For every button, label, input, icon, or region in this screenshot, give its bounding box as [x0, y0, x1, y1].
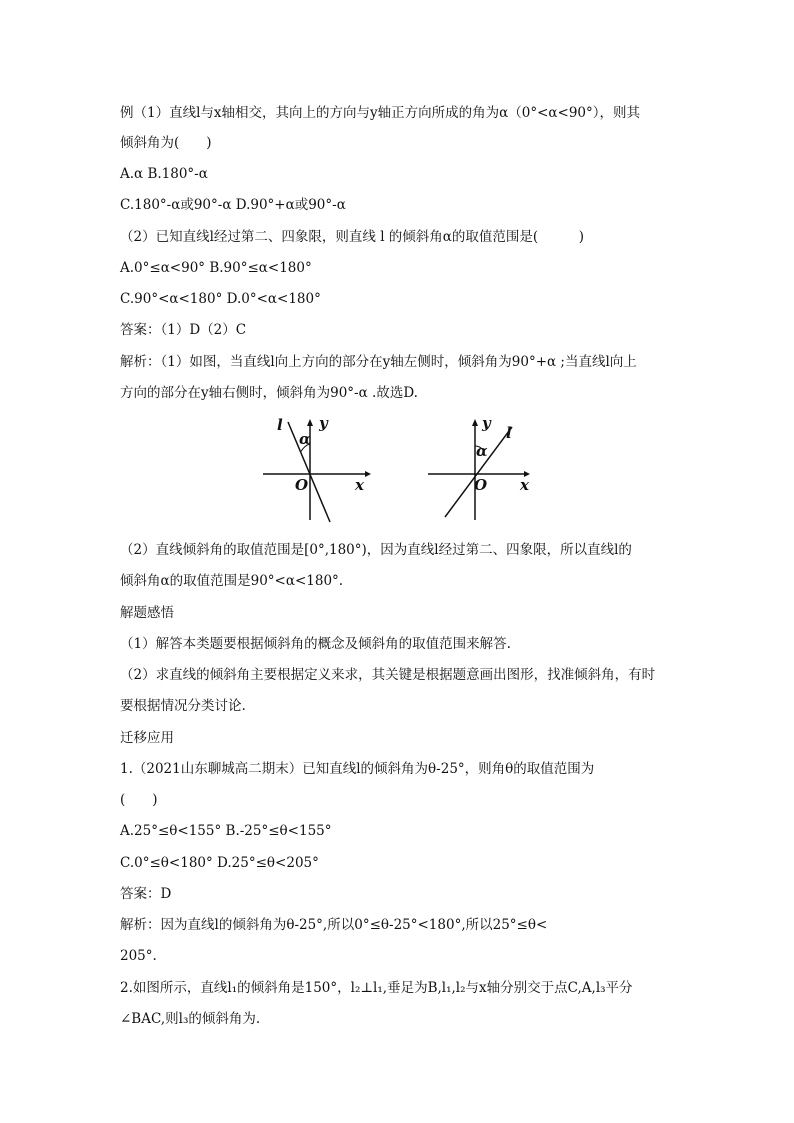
line-l — [445, 427, 512, 517]
text-line: 倾斜角α的取值范围是90°<α<180°. — [120, 573, 344, 589]
text-line: A.α B.180°-α — [120, 166, 208, 182]
text-line: 1.（2021山东聊城高二期末）已知直线l的倾斜角为θ-25°，则角θ的取值范围为 — [120, 761, 595, 777]
y-label: y — [319, 414, 328, 432]
text-line: ∠BAC,则l₃的倾斜角为. — [120, 1011, 261, 1027]
text-line: C.180°-α或90°-α D.90°+α或90°-α — [120, 197, 346, 213]
text-line: 205°. — [120, 948, 157, 964]
answer-line: 答案：（1）D（2）C — [120, 322, 247, 338]
text-line: （2）求直线的倾斜角主要根据定义来求，其关键是根据题意画出图形，找准倾斜角，有时 — [120, 667, 656, 683]
angle-label: α — [476, 442, 488, 460]
text-line: A.0°≤α<90° B.90°≤α<180° — [120, 260, 312, 276]
y-axis-arrow — [472, 419, 478, 426]
origin-label: O — [474, 476, 488, 494]
x-label: x — [355, 476, 364, 494]
x-label: x — [520, 476, 529, 494]
y-label: y — [482, 414, 491, 432]
text-line: 解析：因为直线l的倾斜角为θ-25°,所以0°≤θ-25°<180°,所以25°≤θ< — [120, 917, 548, 933]
text-line: （2）已知直线l经过第二、四象限，则直线 l 的倾斜角α的取值范围是( ) — [120, 229, 584, 245]
section-heading: 迁移应用 — [120, 730, 174, 746]
text-line: A.25°≤θ<155° B.-25°≤θ<155° — [120, 823, 332, 839]
text-line: C.0°≤θ<180° D.25°≤θ<205° — [120, 855, 319, 871]
text-line: 例（1）直线l与x轴相交，其向上的方向与y轴正方向所成的角为α（0°<α<90°），则其 — [120, 105, 641, 121]
x-axis-arrow — [365, 471, 371, 477]
section-heading: 解题感悟 — [120, 605, 174, 621]
figure-left — [255, 412, 375, 527]
text-line: （1）解答本类题要根据倾斜角的概念及倾斜角的取值范围来解答. — [120, 636, 511, 652]
text-line: 2.如图所示，直线l₁的倾斜角是150°，l₂⊥l₁,垂足为B,l₁,l₂与x轴分别交于点C,A,l₃平分 — [120, 980, 633, 996]
text-line: 方向的部分在y轴右侧时，倾斜角为90°-α .故选D. — [120, 385, 418, 401]
text-line: ( ) — [120, 792, 158, 808]
text-line: 解析：（1）如图，当直线l向上方向的部分在y轴左侧时，倾斜角为90°+α ;当直线l向上 — [120, 354, 637, 370]
origin-label: O — [295, 476, 309, 494]
text-line: 要根据情况分类讨论. — [120, 698, 246, 714]
text-line: （2）直线倾斜角的取值范围是[0°,180°)，因为直线l经过第二、四象限，所以直线l的 — [120, 542, 632, 558]
text-line: C.90°<α<180° D.0°<α<180° — [120, 291, 321, 307]
figure-right — [420, 412, 545, 527]
text-line: 倾斜角为( ) — [120, 135, 212, 151]
y-axis-arrow — [307, 419, 313, 426]
line-label: l — [277, 416, 283, 434]
line-label: l — [506, 424, 512, 442]
answer-line: 答案：D — [120, 886, 172, 902]
angle-label: α — [299, 430, 311, 448]
